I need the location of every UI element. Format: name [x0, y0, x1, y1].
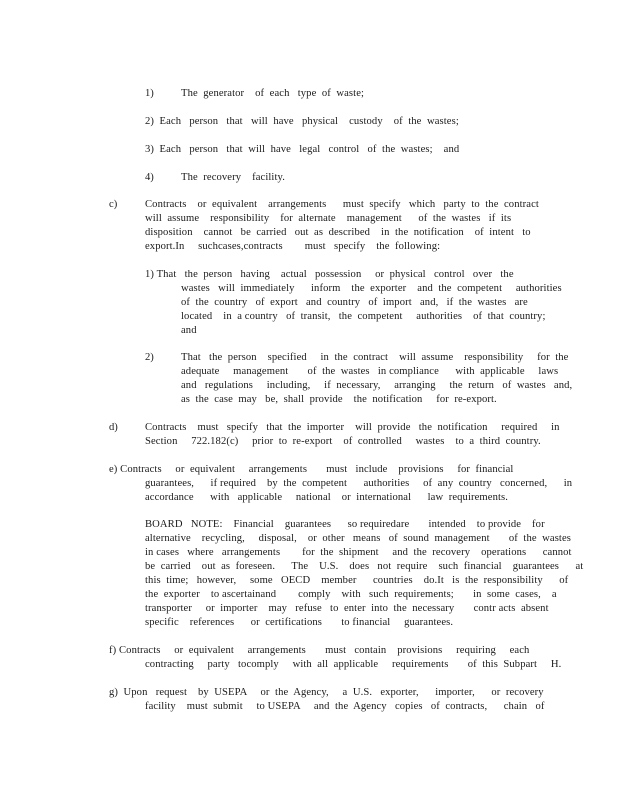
section-c-sub1-first: 1) That the person having actual possession or physical control over the — [145, 269, 514, 280]
section-g-line: facility must submit to USEPA and the Agency copies of contracts, chain of — [145, 701, 545, 712]
section-c-sub1-line: located in a country of transit, the competent authorities of that country; — [181, 311, 546, 322]
section-c-sub2-line: and regulations including, if necessary, arranging the return of wastes and, — [181, 380, 573, 391]
item-4-text: The recovery facility. — [181, 172, 285, 183]
board-note-line: this time; however, some OECD member countries do.It is the responsibility of — [145, 575, 569, 586]
section-c-sub2-line: That the person specified in the contract will assume responsibility for the — [181, 352, 569, 363]
item-3-text: 3) Each person that will have legal control of the wastes; and — [145, 144, 460, 155]
section-c-line: Contracts or equivalent arrangements must specify which party to the contract — [145, 199, 539, 210]
section-d-label: d) — [109, 422, 118, 433]
board-note-line: the exporter to ascertainand comply with such requirements; in some cases, a — [145, 589, 557, 600]
section-f-line: contracting party tocomply with all applicable requirements of this Subpart H. — [145, 659, 562, 670]
section-e-first: e) Contracts or equivalent arrangements must include provisions for financial — [109, 464, 514, 475]
item-1-text: The generator of each type of waste; — [181, 88, 365, 99]
section-c-line: will assume responsibility for alternate management of the wastes if its — [145, 213, 512, 224]
section-g-first: g) Upon request by USEPA or the Agency, a U.S. exporter, importer, or recovery — [109, 687, 544, 698]
section-e-line: accordance with applicable national or international law requirements. — [145, 492, 508, 503]
board-note-line: transporter or importer may refuse to enter into the necessary contr acts absent — [145, 603, 549, 614]
section-c-sub2-line: adequate management of the wastes in compliance with applicable laws — [181, 366, 559, 377]
section-d-line: Section 722.182(c) prior to re-export of controlled wastes to a third country. — [145, 436, 541, 447]
section-c-line: disposition cannot be carried out as described in the notification of intent to — [145, 227, 531, 238]
board-note-line: alternative recycling, disposal, or other means of sound management of the wastes — [145, 533, 572, 544]
item-4-marker: 4) — [145, 172, 154, 183]
item-2-text: 2) Each person that will have physical custody of the wastes; — [145, 116, 459, 127]
section-e-line: guarantees, if required by the competent authorities of any country concerned, in — [145, 478, 573, 489]
board-note-line: be carried out as foreseen. The U.S. does not require such financial guarantees at — [145, 561, 584, 572]
section-d-line: Contracts must specify that the importer will provide the notification required in — [145, 422, 560, 433]
section-c-label: c) — [109, 199, 118, 210]
section-c-sub1-line: wastes will immediately inform the exporter and the competent authorities — [181, 283, 562, 294]
item-1-marker: 1) — [145, 88, 154, 99]
section-c-sub2-line: as the case may be, shall provide the notification for re-export. — [181, 394, 497, 405]
section-c-sub1-line: of the country of export and country of import and, if the wastes are — [181, 297, 528, 308]
section-c-sub1-line: and — [181, 325, 197, 336]
board-note-line: specific references or certifications to financial guarantees. — [145, 617, 454, 628]
board-note-line: BOARD NOTE: Financial guarantees so requiredare intended to provide for — [145, 519, 545, 530]
board-note-line: in cases where arrangements for the shipment and the recovery operations cannot — [145, 547, 572, 558]
section-f-first: f) Contracts or equivalent arrangements must contain provisions requiring each — [109, 645, 530, 656]
section-c-line: export.In suchcases,contracts must specify the following: — [145, 241, 441, 252]
section-c-sub2-marker: 2) — [145, 352, 154, 363]
